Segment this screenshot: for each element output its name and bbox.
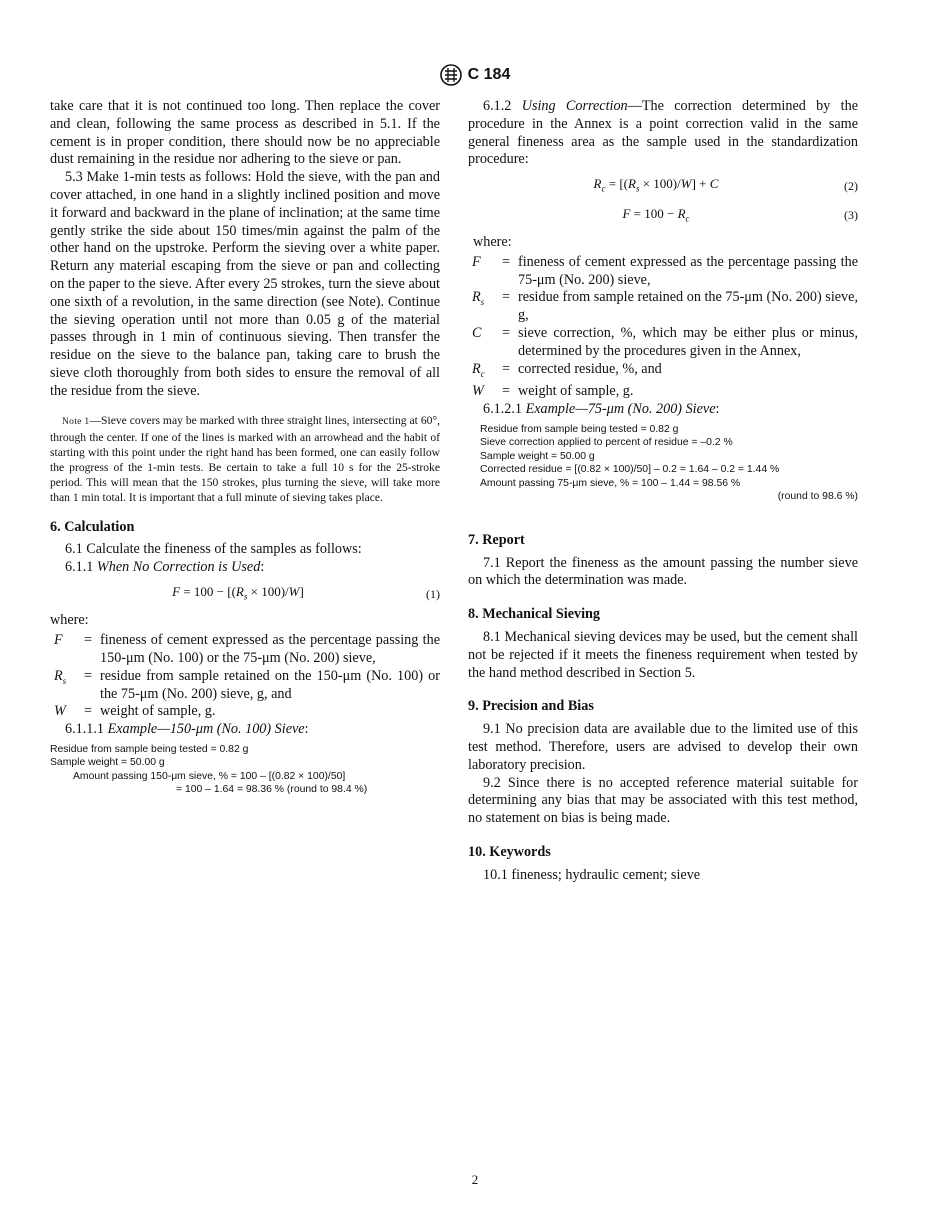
equation-3-number: (3) <box>844 208 858 223</box>
definition-equals: = <box>501 289 510 306</box>
definition-text: weight of sample, g. <box>518 383 634 400</box>
paragraph-9-2: 9.2 Since there is no accepted reference material suitable for determining any bias that may be associated with this test method, no statement on bias is being made. <box>468 774 858 827</box>
definition-text: corrected residue, %, and <box>518 360 662 377</box>
paragraph-5-3: 5.3 Make 1-min tests as follows: Hold the sieve, with the pan and cover attached, in one hand in a slightly inclined position and move it forward and backward in the plane of inclination; at the same time gently strike the side about 150 times/min against the palm of the other hand on the upstroke. Perform the sieving over a white paper. Return any material escaping from the sieve or pan and collecting on the paper to the sieve. After every 25 strokes, turn the sieve about one sixth of a revolution, in the same direction (see Note). Continue the sieving operation until not more than 0.05 g of the material passes through in 1 min of continuous sieving. Then transfer the residue on the sieve to the balance pan, taking care to brush the sieve cloth thoroughly from both sides to ensure the removal of all the residue from the sieve. <box>50 169 440 399</box>
example-2-block <box>468 423 858 504</box>
paragraph-6-1: 6.1 Calculate the fineness of the samples as follows: <box>65 541 362 558</box>
example-line: Amount passing 150-μm sieve, % = 100 – [(0.82 × 100)/50] <box>73 770 346 782</box>
paragraph-9-1: 9.1 No precision data are available due to the limited use of this test method. Therefore, users are advised to develop their own laboratory precision. <box>468 721 858 773</box>
equation-2 <box>468 175 858 198</box>
example-1-block <box>50 743 440 797</box>
page-number: 2 <box>471 1172 479 1187</box>
where-label-1: where: <box>50 612 89 629</box>
example-line: Corrected residue = [(0.82 × 100)/50] – 0.2 = 1.64 – 0.2 = 1.44 % <box>480 464 780 476</box>
note-label: Note 1 <box>62 416 90 427</box>
right-column <box>468 98 858 885</box>
example-line: Amount passing 75-μm sieve, % = 100 – 1.44 = 98.56 % <box>480 477 741 489</box>
example-line: = 100 – 1.64 = 98.36 % (round to 98.4 %) <box>176 784 368 796</box>
example-line: (round to 98.6 %) <box>777 491 858 503</box>
definition-item <box>50 632 440 668</box>
equation-1-number: (1) <box>426 586 440 601</box>
section-8-heading: 8. Mechanical Sieving <box>468 606 601 623</box>
equation-3 <box>468 205 858 228</box>
paragraph-7-1: 7.1 Report the fineness as the amount passing the number sieve on which the determination was made. <box>468 554 858 589</box>
definition-text: residue from sample retained on the 75-μm (No. 200) sieve, g, <box>518 289 858 324</box>
definition-item <box>50 703 440 721</box>
definition-symbol: W <box>54 703 66 720</box>
definition-text: sieve correction, %, which may be either plus or minus, determined by the procedures given in the Annex, <box>518 324 858 359</box>
section-9-heading: 9. Precision and Bias <box>468 698 594 715</box>
paragraph-6-1-2: 6.1.2 Using Correction—The correction determined by the procedure in the Annex is a point correction valid in the same general fineness area as the sample used in the standardization procedure: <box>468 98 859 168</box>
definition-list-2 <box>468 254 858 401</box>
section-10-heading: 10. Keywords <box>468 843 551 860</box>
definition-list-1 <box>50 632 440 721</box>
definition-item <box>468 361 858 384</box>
equation-3-expression: $F = 100 - R_c$ <box>622 205 690 224</box>
definition-equals: = <box>501 253 510 270</box>
paragraph-8-1: 8.1 Mechanical sieving devices may be used, but the cement shall not be rejected if it meets the fineness requirement when tested by the hand method described in Section 5. <box>468 628 858 681</box>
definition-symbol: $R_c$ <box>472 360 485 379</box>
definition-item <box>468 325 858 361</box>
example-line: Sample weight = 50.00 g <box>50 757 165 769</box>
definition-equals: = <box>501 383 510 400</box>
equation-1 <box>50 583 440 606</box>
equation-2-number: (2) <box>844 178 858 193</box>
page-header <box>0 64 950 91</box>
section-7-heading: 7. Report <box>468 531 525 548</box>
definition-equals: = <box>83 667 92 684</box>
equation-1-expression: $F = 100 - [(R_s \times 100)/W]$ <box>172 583 304 602</box>
paragraph-6-1-2-title: Using Correction <box>521 98 628 114</box>
definition-symbol: W <box>472 383 484 400</box>
definition-equals: = <box>83 703 92 720</box>
definition-text: fineness of cement expressed as the percentage passing the 150-μm (No. 100) or the 75-μm (No. 200) sieve, <box>100 632 440 666</box>
definition-item <box>468 383 858 401</box>
definition-symbol: F <box>54 632 63 649</box>
note-text: —Sieve covers may be marked with three straight lines, intersecting at 60°, through the center. If one of the lines is marked with an arrowhead and the habit of starting with this point under the right hand has been formed, one can easily follow the progress of the 1-min tests. Be certain to take a full 10 s for the 25-stroke period. This will mean that the 150 strokes, plus turning the sieve, will take more than 1 min total. It is important that a full minute of sieving takes place. <box>50 413 440 504</box>
example-line: Sample weight = 50.00 g <box>480 450 595 462</box>
example-line: Residue from sample being tested = 0.82 g <box>480 423 679 435</box>
definition-text: fineness of cement expressed as the percentage passing the 75-μm (No. 200) sieve, <box>518 253 858 288</box>
paragraph-10-1: 10.1 fineness; hydraulic cement; sieve <box>483 866 701 883</box>
where-label-2: where: <box>473 233 512 250</box>
definition-symbol: F <box>472 253 481 270</box>
astm-logo-icon <box>440 64 462 86</box>
definition-text: residue from sample retained on the 150-μm (No. 100) or the 75-μm (No. 200) sieve, g, and <box>100 667 440 702</box>
left-column <box>50 98 440 797</box>
document-designation: C 184 <box>467 66 511 83</box>
definition-symbol: C <box>472 324 482 341</box>
definition-text: weight of sample, g. <box>100 703 216 720</box>
equation-2-expression: $R_c = [(R_s \times 100)/W] + C$ <box>593 176 719 194</box>
note-1 <box>50 413 440 505</box>
paragraph-6-1-2-1-title: Example—75-μm (No. 200) Sieve <box>525 400 716 417</box>
definition-equals: = <box>83 632 92 649</box>
definition-item <box>468 254 858 290</box>
paragraph-6-1-2-1: 6.1.2.1 Example—75-μm (No. 200) Sieve: <box>483 400 720 417</box>
definition-equals: = <box>501 360 510 377</box>
paragraph-6-1-1-title: When No Correction is Used <box>96 559 261 576</box>
definition-item <box>468 289 858 325</box>
paragraph-5-2-continued: take care that it is not continued too long. Then replace the cover and clean, following the same process as described in 5.1. If the cement is in proper condition, there should now be no appreciable dust remaining in the residue nor adhering to the sieve or pan. <box>50 98 440 168</box>
definition-item <box>50 668 440 704</box>
section-6-heading: 6. Calculation <box>50 518 135 535</box>
definition-symbol: $R_s$ <box>54 667 67 686</box>
paragraph-6-1-1: 6.1.1 When No Correction is Used: <box>65 559 265 576</box>
definition-equals: = <box>501 324 510 341</box>
example-line: Sieve correction applied to percent of residue = –0.2 % <box>480 437 733 449</box>
definition-symbol: $R_s$ <box>472 289 485 308</box>
paragraph-6-1-1-1-title: Example—150-μm (No. 100) Sieve <box>107 721 305 738</box>
paragraph-6-1-1-1: 6.1.1.1 Example—150-μm (No. 100) Sieve: <box>65 721 309 738</box>
example-line: Residue from sample being tested = 0.82 g <box>50 743 249 755</box>
